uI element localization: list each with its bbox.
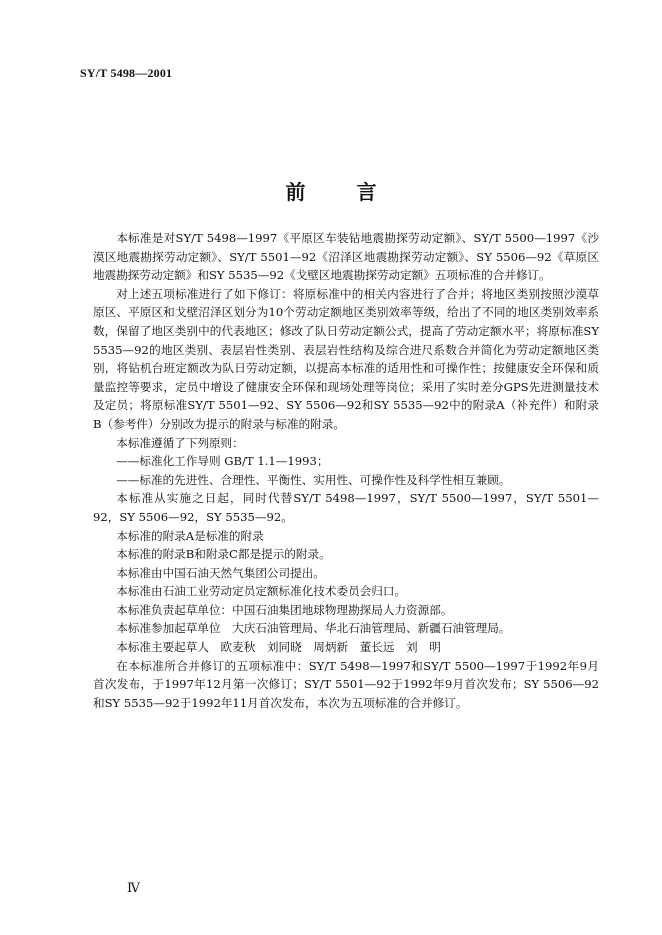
paragraph-drafters: 本标准主要起草人 欧麦秋 刘同晓 周炳新 董长远 刘 明 xyxy=(116,640,441,655)
page-title: 前 言 xyxy=(285,180,399,204)
paragraph-intro: 本标准是对SY/T 5498—1997《平原区车装钻地震勘探劳动定额》、SY/T 5500—1997《沙漠区地震勘探劳动定额》、SY/T 5501—92《沼泽区地震勘探劳动定额》、SY 5506—92《草原区地震勘探劳动定额》和SY 5535—92《戈壁区地震勘探劳动定额》五项标准的合并修订。 xyxy=(93,231,599,283)
paragraph-replaces: 本标准从实施之日起，同时代替SY/T 5498—1997，SY/T 5500—1997，SY/T 5501—92，SY 5506—92，SY 5535—92。 xyxy=(93,491,599,524)
paragraph-drafting-unit: 本标准负责起草单位：中国石油集团地球物理勘探局人力资源部。 xyxy=(116,602,453,617)
paragraph-committee: 本标准由石油工业劳动定员定额标准化技术委员会归口。 xyxy=(116,584,407,599)
principle-item: ——标准的先进性、合理性、平衡性、实用性、可操作性及科学性相互兼顾。 xyxy=(116,472,511,487)
paragraph-appendix-bc: 本标准的附录B和附录C都是提示的附录。 xyxy=(116,547,331,562)
paragraph-history: 在本标准所合并修订的五项标准中：SY/T 5498—1997和SY/T 5500—1997于1992年9月首次发布，于1997年12月第一次修订；SY/T 5501—92于1992年9月首次发布；SY 5506—92和SY 5535—92于1992年11月首次发布，本次为五项标准的合并修订。 xyxy=(93,658,599,710)
foreword-body xyxy=(93,229,599,712)
paragraph-principles: 本标准遵循了下列原则： xyxy=(116,435,244,450)
principle-item: ——标准化工作导则 GB/T 1.1—1993； xyxy=(116,454,329,469)
standard-code: SY/T 5498—2001 xyxy=(80,66,173,80)
paragraph-appendix-a: 本标准的附录A是标准的附录 xyxy=(116,528,264,543)
page-number: Ⅳ xyxy=(127,880,140,895)
paragraph-revisions: 对上述五项标准进行了如下修订：将原标准中的相关内容进行了合并；将地区类别按照沙漠草原区、平原区和戈壁沼泽区划分为10个劳动定额地区类别效率等级，给出了不同的地区类别效率系数，保留了地区类别中的代表地区；修改了队日劳动定额公式，提高了劳动定额水平；将原标准SY 5535—92的地区类别、表层岩性类别、表层岩性结构及综合进尺系数合并简化为劳动定额地区类别，将钻机台班定额改为队日劳动定额，以提高本标准的适用性和可操作性；按健康安全环保和质量监控等要求，定员中增设了健康安全环保和现场处理等岗位；采用了实时差分GPS先进测量技术及定员；将原标准SY/T 5501—92、SY 5506—92和SY 5535—92中的附录A（补充件）和附录B（参考件）分别改为提示的附录与标准的附录。 xyxy=(93,286,599,431)
paragraph-participating-units: 本标准参加起草单位 大庆石油管理局、华北石油管理局、新疆石油管理局。 xyxy=(116,621,511,636)
paragraph-proposer: 本标准由中国石油天然气集团公司提出。 xyxy=(116,565,325,580)
